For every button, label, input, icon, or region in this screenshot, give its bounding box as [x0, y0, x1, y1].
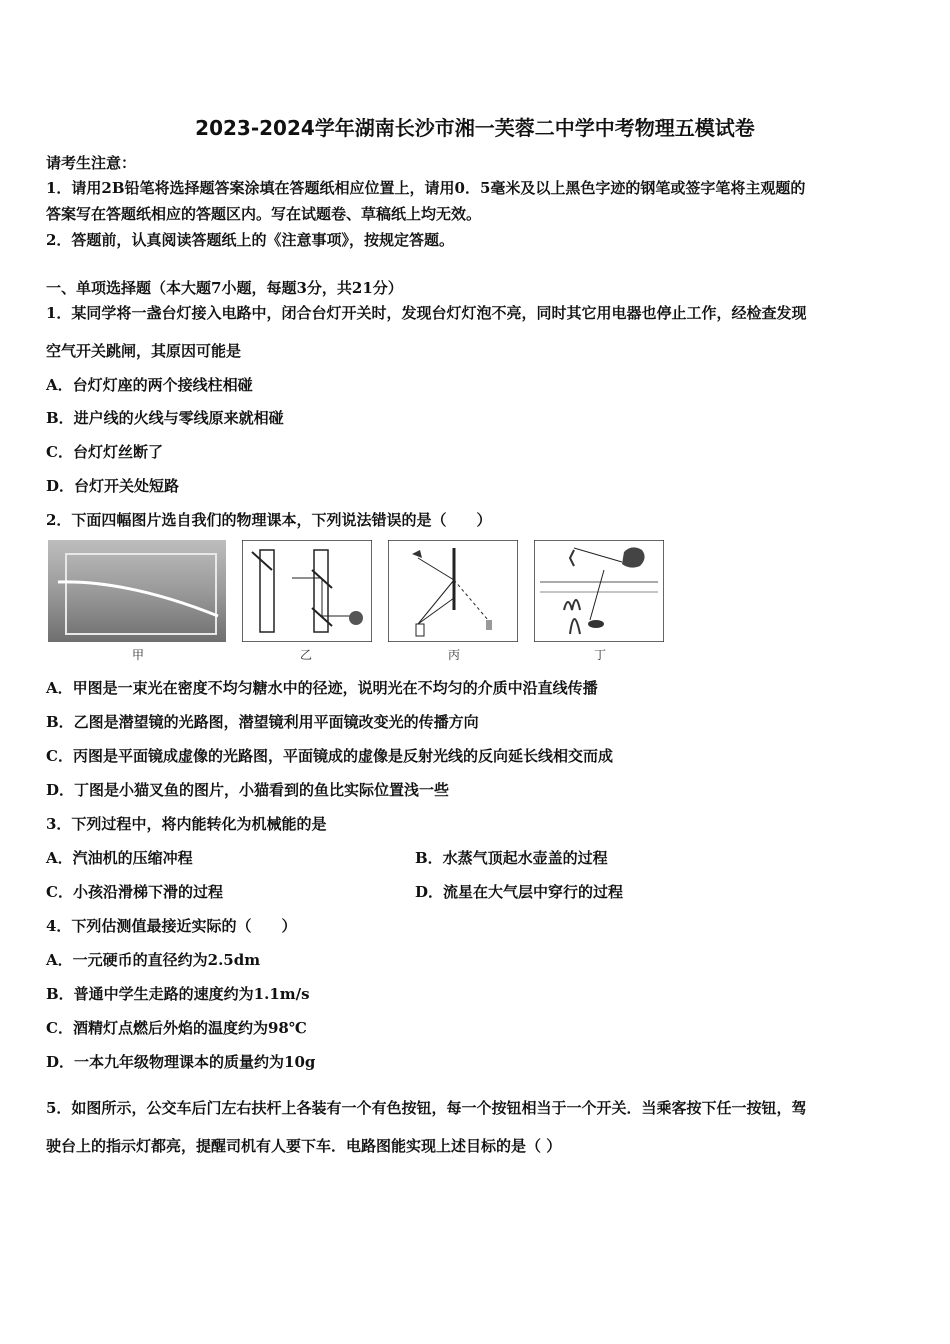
notice-item-2: 2．答题前，认真阅读答题纸上的《注意事项》，按规定答题。 — [46, 231, 454, 249]
caption-bing: 丙 — [448, 648, 461, 662]
q4-option-d: D．一本九年级物理课本的质量约为10g — [46, 1053, 316, 1071]
section-1-heading: 一、单项选择题（本大题7小题，每题3分，共21分） — [46, 279, 403, 297]
sugar-water-light-path-image — [48, 540, 226, 642]
q1-stem-line-1: 1．某同学将一盏台灯接入电路中，闭合台灯开关时，发现台灯灯泡不亮，同时其它用电器也停止工作，经检查发现 — [46, 304, 807, 322]
q3-option-d: D．流星在大气层中穿行的过程 — [415, 883, 624, 901]
q2-option-c: C．丙图是平面镜成虚像的光路图，平面镜成的虚像是反射光线的反向延长线相交而成 — [46, 747, 613, 765]
notice-item-1-line-1: 1．请用2B铅笔将选择题答案涂填在答题纸相应位置上，请用0．5毫米及以上黑色字迹的钢笔或签字笔将主观题的 — [46, 179, 806, 197]
figure-jia — [48, 540, 226, 662]
q1-option-d: D．台灯开关处短路 — [46, 477, 180, 495]
q3-stem: 3．下列过程中，将内能转化为机械能的是 — [46, 815, 327, 833]
notice-item-1-line-2: 答案写在答题纸相应的答题区内。写在试题卷、草稿纸上均无效。 — [46, 205, 482, 223]
q4-option-a: A．一元硬币的直径约为2.5dm — [46, 951, 261, 969]
cat-fishing-image — [534, 540, 664, 642]
notice-heading: 请考生注意： — [46, 154, 137, 172]
q3-option-c: C．小孩沿滑梯下滑的过程 — [46, 883, 223, 901]
q3-option-a: A．汽油机的压缩冲程 — [46, 849, 193, 867]
caption-yi: 乙 — [300, 648, 313, 662]
q4-stem: 4．下列估测值最接近实际的（ ） — [46, 917, 297, 935]
figure-yi — [242, 540, 372, 662]
periscope-diagram — [242, 540, 372, 642]
q2-option-b: B．乙图是潜望镜的光路图，潜望镜利用平面镜改变光的传播方向 — [46, 713, 479, 731]
plane-mirror-diagram — [388, 540, 518, 642]
q2-option-a: A．甲图是一束光在密度不均匀糖水中的径迹，说明光在不均匀的介质中沿直线传播 — [46, 679, 598, 697]
caption-ding: 丁 — [594, 648, 607, 662]
figure-ding — [534, 540, 664, 662]
figure-bing — [388, 540, 518, 662]
q4-option-c: C．酒精灯点燃后外焰的温度约为98℃ — [46, 1019, 307, 1037]
q5-stem-line-1: 5．如图所示，公交车后门左右扶杆上各装有一个有色按钮，每一个按钮相当于一个开关．当乘客按下任一按钮，驾 — [46, 1099, 807, 1117]
q4-option-b: B．普通中学生走路的速度约为1.1m/s — [46, 985, 310, 1003]
q5-stem-line-2: 驶台上的指示灯都亮，提醒司机有人要下车．电路图能实现上述目标的是（ ） — [46, 1137, 562, 1155]
q3-option-b: B．水蒸气顶起水壶盖的过程 — [415, 849, 608, 867]
page-title: 2023-2024学年湖南长沙市湘一芙蓉二中学中考物理五模试卷 — [195, 116, 755, 140]
q1-stem-line-2: 空气开关跳闸，其原因可能是 — [46, 342, 242, 360]
q2-stem: 2．下面四幅图片选自我们的物理课本，下列说法错误的是（ ） — [46, 511, 492, 529]
q1-option-b: B．进户线的火线与零线原来就相碰 — [46, 409, 284, 427]
q2-figures — [46, 540, 686, 664]
q1-option-a: A．台灯灯座的两个接线柱相碰 — [46, 376, 253, 394]
q2-option-d: D．丁图是小猫叉鱼的图片，小猫看到的鱼比实际位置浅一些 — [46, 781, 450, 799]
caption-jia: 甲 — [132, 648, 145, 662]
q1-option-c: C．台灯灯丝断了 — [46, 443, 163, 461]
